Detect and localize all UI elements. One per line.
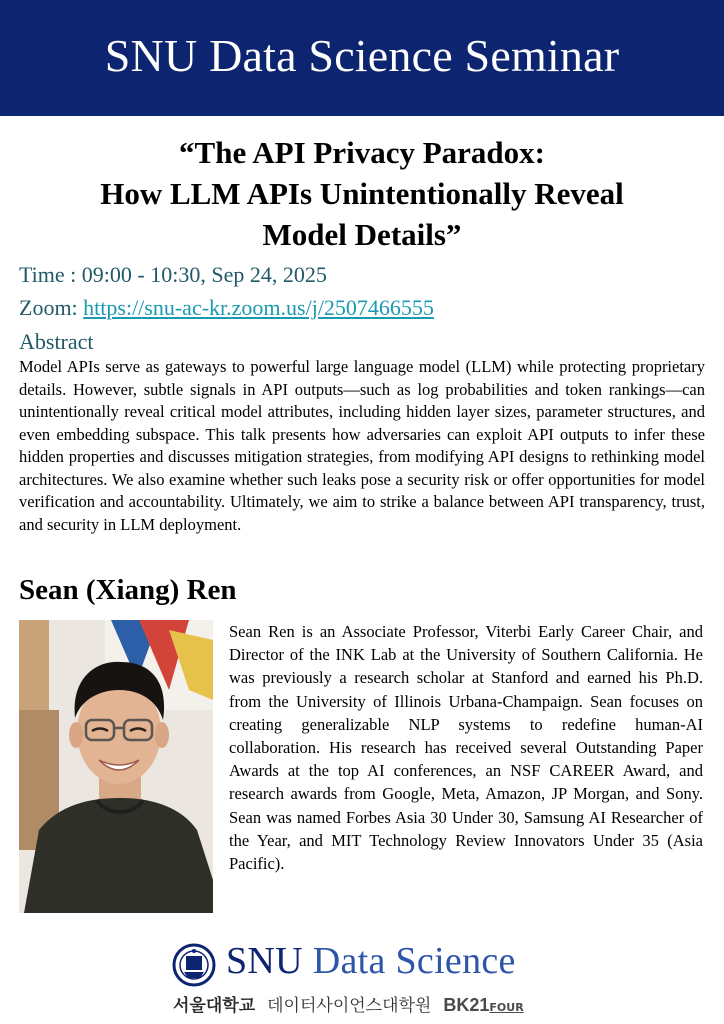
footer-graduate-school: 데이터사이언스대학원: [267, 996, 432, 1016]
talk-title-line-3: Model Details”: [262, 217, 462, 252]
snu-seal-icon: [172, 942, 216, 988]
time-line: [19, 262, 327, 288]
speaker-bio: Sean Ren is an Associate Professor, Viterbi Early Career Chair, and Director of the INK Lab at the University of Southern California. He was previously a research scholar at Stanford and earned his Ph.D. from the University of Illinois Urbana-Champaign. Sean focuses on creating generalizable NLP systems to redefine human-AI collaboration. His research has received several Outstanding Paper Awards at the top AI conferences, an NSF CAREER Award, and research awards from Google, Meta, Amazon, JP Morgan, and Sony. Sean was named Forbes Asia 30 Under 30, Samsung AI Researcher of the Year, and MIT Technology Review Innovators Under 35 (Asia Pacific).: [229, 622, 703, 874]
speaker-photo: [19, 620, 213, 913]
abstract-heading: Abstract: [19, 329, 94, 354]
time-label: Time :: [19, 262, 82, 287]
abstract-body: Model APIs serve as gateways to powerful large language model (LLM) while protecting proprietary details. However, subtle signals in API outputs—such as log probabilities and token rankings—can unintentionally reveal critical model attributes, including hidden layer sizes, parameter structures, and even embedding subspace. This talk presents how adversaries can exploit API outputs to infer these hidden properties and discusses mitigation strategies, from modifying API designs to rethinking model architectures. We also examine whether such leaks pose a security risk or offer opportunities for model verification and accountability. Ultimately, we aim to strike a balance between API transparency, trust, and security in LLM deployment.: [19, 357, 705, 534]
talk-title-line-2: How LLM APIs Unintentionally Reveal: [100, 176, 624, 211]
footer-brand-snu: SNU: [226, 940, 303, 982]
time-value: 09:00 - 10:30, Sep 24, 2025: [81, 262, 327, 287]
footer-bk-four: FOUR: [489, 1001, 524, 1014]
zoom-link[interactable]: https://snu-ac-kr.zoom.us/j/2507466555: [83, 295, 434, 320]
footer-brand: [226, 939, 516, 983]
speaker-name: Sean (Xiang) Ren: [19, 574, 237, 606]
footer-bk: BK21: [443, 995, 490, 1015]
talk-title-line-1: “The API Privacy Paradox:: [179, 135, 545, 170]
header-banner: [0, 0, 724, 116]
talk-title: [0, 132, 724, 255]
footer-logo: [0, 938, 724, 1024]
zoom-line: [19, 295, 434, 321]
seminar-title: SNU Data Science Seminar: [104, 29, 620, 81]
footer-subtitle: [173, 991, 524, 1016]
footer-brand-ds: Data Science: [312, 940, 516, 982]
footer-university: 서울대학교: [173, 996, 256, 1016]
zoom-label: Zoom:: [19, 295, 84, 320]
